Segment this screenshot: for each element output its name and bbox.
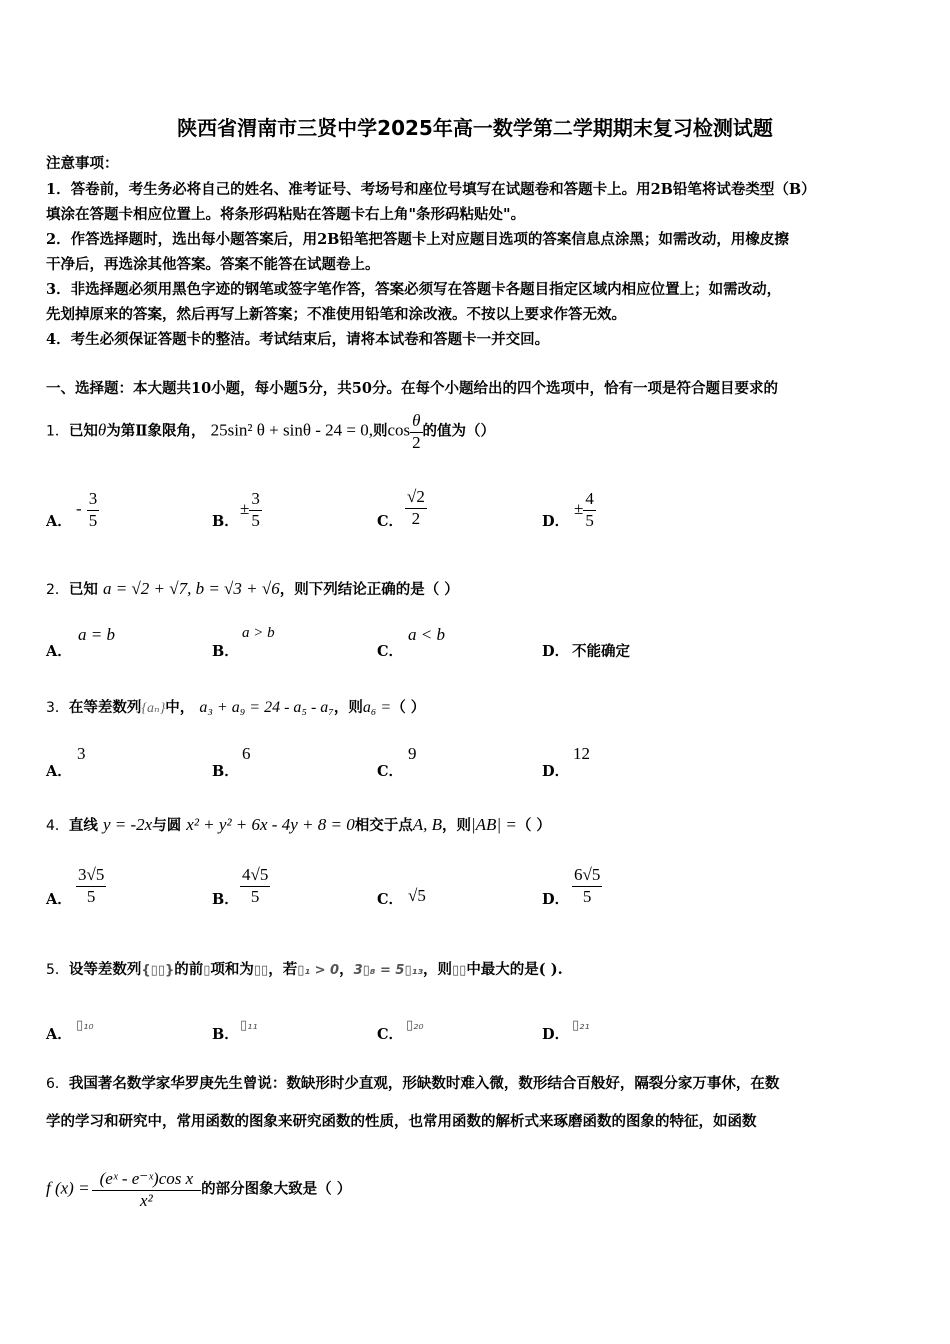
q4-text: 直线: [68, 817, 98, 834]
notice-heading: 注意事项：: [46, 156, 119, 172]
q1-text: 的值为（）: [422, 422, 496, 440]
notice-line: 1．答卷前，考生务必将自己的姓名、准考证号、考场号和座位号填写在试题卷和答题卡上。用2B铅笔将试卷类型（B）: [46, 181, 816, 198]
q4-option-d: $\frac{6√5}{5}$: [574, 865, 601, 906]
q5-option-c: ▯₂₀: [406, 1018, 424, 1033]
q5-text: 中最大的是( ).: [466, 961, 563, 978]
notice-line: 3．非选择题必须用黑色字迹的钢笔或签字笔作答，答案必须写在答题卡各题目指定区域内相应位置上；如需改动，: [46, 281, 782, 298]
question-6: [46, 1072, 779, 1093]
option-label[interactable]: C．: [377, 643, 404, 660]
question-2: [46, 578, 459, 599]
q5-text: 的前: [174, 961, 204, 978]
q1-option-d: ± $\frac{4}{5}$: [574, 489, 594, 530]
q5-sequence: {▯▯}: [141, 963, 175, 978]
q5-text: 设等差数列: [68, 961, 142, 978]
q2-equation: a = √2 + √7, b = √3 + √6: [102, 579, 280, 598]
q6-text: 我国著名数学家华罗庚先生曾说：数缺形时少直观，形缺数时难入微，数形结合百般好，隔裂分家万事休，在数: [68, 1075, 780, 1092]
q6-text: 的部分图象大致是（ ）: [201, 1180, 352, 1198]
q3-sequence: {aₙ}: [141, 701, 166, 716]
q6-fraction: $\frac{\text{(eˣ - e⁻ˣ)cos x}}{\text{x²}}$: [92, 1168, 202, 1211]
option-label[interactable]: B．: [212, 1026, 239, 1043]
q4-option-a: $\frac{3√5}{5}$: [78, 865, 105, 906]
option-label[interactable]: C．: [377, 513, 404, 530]
q4-points: A, B: [412, 815, 442, 834]
notice-line: 4．考生必须保证答题卡的整洁。考试结束后，请将本试卷和答题卡一并交回。: [46, 331, 550, 348]
q1-half-angle: $\frac{\theta}{2}$: [412, 411, 421, 452]
q3-option-c: 9: [408, 744, 417, 763]
q1-equation: 25sin² θ + sinθ - 24 = 0,: [210, 420, 373, 440]
q5-text: ，: [339, 961, 354, 978]
q5-text: 项和为: [210, 961, 254, 978]
option-label[interactable]: B．: [212, 891, 239, 908]
q4-text: （ ）: [516, 817, 551, 834]
notice-line: 填涂在答题卡相应位置上。将条形码粘贴在答题卡右上角"条形码粘贴处"。: [46, 206, 526, 223]
option-label[interactable]: D．: [542, 763, 570, 780]
q5-n: ▯: [203, 963, 211, 978]
page-title: 陕西省渭南市三贤中学2025年高一数学第二学期期末复习检测试题: [177, 116, 773, 140]
question-number: 2．: [46, 582, 69, 598]
option-label[interactable]: C．: [377, 1026, 404, 1043]
q5-option-d: ▯₂₁: [572, 1018, 590, 1033]
q1-text: 已知: [68, 422, 98, 440]
q4-text: ，则: [442, 817, 471, 834]
q4-text: 相交于点: [354, 817, 413, 834]
q2-option-d: 不能确定: [572, 643, 630, 660]
q6-fx: f (x) =: [46, 1178, 90, 1198]
q6-text: 学的学习和研究中，常用函数的图象来研究函数的性质，也常用函数的解析式来琢磨函数的图象的特征，如函数: [46, 1113, 757, 1130]
q3-option-d: 12: [573, 744, 590, 763]
question-number: 6．: [46, 1076, 69, 1092]
section-header: 一、选择题：本大题共10小题，每小题5分，共50分。在每个小题给出的四个选项中，恰有一项是符合题目要求的: [46, 380, 778, 397]
q1-option-c: $\frac{√2}{2}$: [407, 487, 425, 528]
q5-option-a: ▯₁₀: [76, 1018, 94, 1033]
question-3: [46, 696, 425, 717]
question-number: 5．: [46, 962, 69, 978]
q5-condition-2: 3▯₈ = 5▯₁₃: [353, 963, 423, 978]
q1-option-a: - $\frac{3}{5}$: [76, 489, 98, 530]
q2-text: ，则下列结论正确的是（ ）: [279, 581, 459, 598]
q5-text: ，则: [423, 961, 452, 978]
option-label[interactable]: B．: [212, 763, 239, 780]
q4-option-c: √5: [408, 886, 426, 905]
q1-theta: θ: [97, 420, 107, 440]
option-label[interactable]: C．: [377, 763, 404, 780]
q1-text: 为第Ⅱ象限角，: [106, 422, 206, 440]
notice-line: 先划掉原来的答案，然后再写上新答案；不准使用铅笔和涂改液。不按以上要求作答无效。: [46, 306, 626, 323]
question-number: 3．: [46, 700, 69, 716]
option-label[interactable]: D．: [542, 891, 570, 908]
q3-equation: a₃ + a₉ = 24 - a₅ - a₇: [199, 699, 334, 716]
q5-sn: ▯▯: [253, 963, 269, 978]
q1-option-b: ± $\frac{3}{5}$: [240, 489, 260, 530]
q1-cos: cos: [387, 420, 411, 440]
q2-text: 已知: [68, 581, 98, 598]
q2-option-b: a > b: [242, 625, 275, 641]
notice-line: 干净后，再选涂其他答案。答案不能答在试题卷上。: [46, 256, 380, 273]
q6-function: [46, 1168, 351, 1211]
option-label[interactable]: D．: [542, 643, 570, 660]
option-label[interactable]: A．: [46, 513, 72, 530]
q5-sn: ▯▯: [452, 963, 467, 978]
option-label[interactable]: C．: [377, 891, 404, 908]
q4-ab: |AB| =: [471, 815, 517, 834]
option-label[interactable]: A．: [46, 1026, 72, 1043]
q1-text: 则: [372, 422, 388, 440]
question-4: [46, 814, 551, 835]
q5-condition-1: ▯₁ > 0: [297, 963, 340, 978]
q5-text: ，若: [268, 961, 298, 978]
q4-line: y = -2x: [102, 815, 153, 834]
q4-text: 与圆: [152, 817, 182, 834]
q3-option-a: 3: [77, 744, 86, 763]
option-label[interactable]: A．: [46, 891, 72, 908]
question-number: 1．: [46, 423, 69, 440]
option-label[interactable]: D．: [542, 513, 570, 530]
q2-option-c: a < b: [408, 625, 445, 644]
notice-line: 2．作答选择题时，选出每小题答案后，用2B铅笔把答题卡上对应题目选项的答案信息点涂黑；如需改动，用橡皮擦: [46, 231, 789, 248]
question-1: [46, 410, 495, 453]
q3-a6: a₆ =: [362, 699, 392, 716]
q3-text: （ ）: [391, 699, 426, 716]
option-label[interactable]: B．: [212, 643, 239, 660]
option-label[interactable]: D．: [542, 1026, 570, 1043]
option-label[interactable]: A．: [46, 643, 72, 660]
question-5: [46, 958, 563, 979]
q3-text: 在等差数列: [68, 699, 142, 716]
option-label[interactable]: B．: [212, 513, 239, 530]
q3-option-b: 6: [242, 744, 251, 763]
q3-text: 中，: [165, 699, 195, 716]
option-label[interactable]: A．: [46, 763, 72, 780]
q2-option-a: a = b: [78, 625, 115, 644]
question-number: 4．: [46, 818, 69, 834]
q3-text: ，则: [333, 699, 363, 716]
q4-option-b: $\frac{4√5}{5}$: [242, 865, 269, 906]
q4-circle: x² + y² + 6x - 4y + 8 = 0: [186, 815, 355, 834]
q5-option-b: ▯₁₁: [240, 1018, 258, 1033]
